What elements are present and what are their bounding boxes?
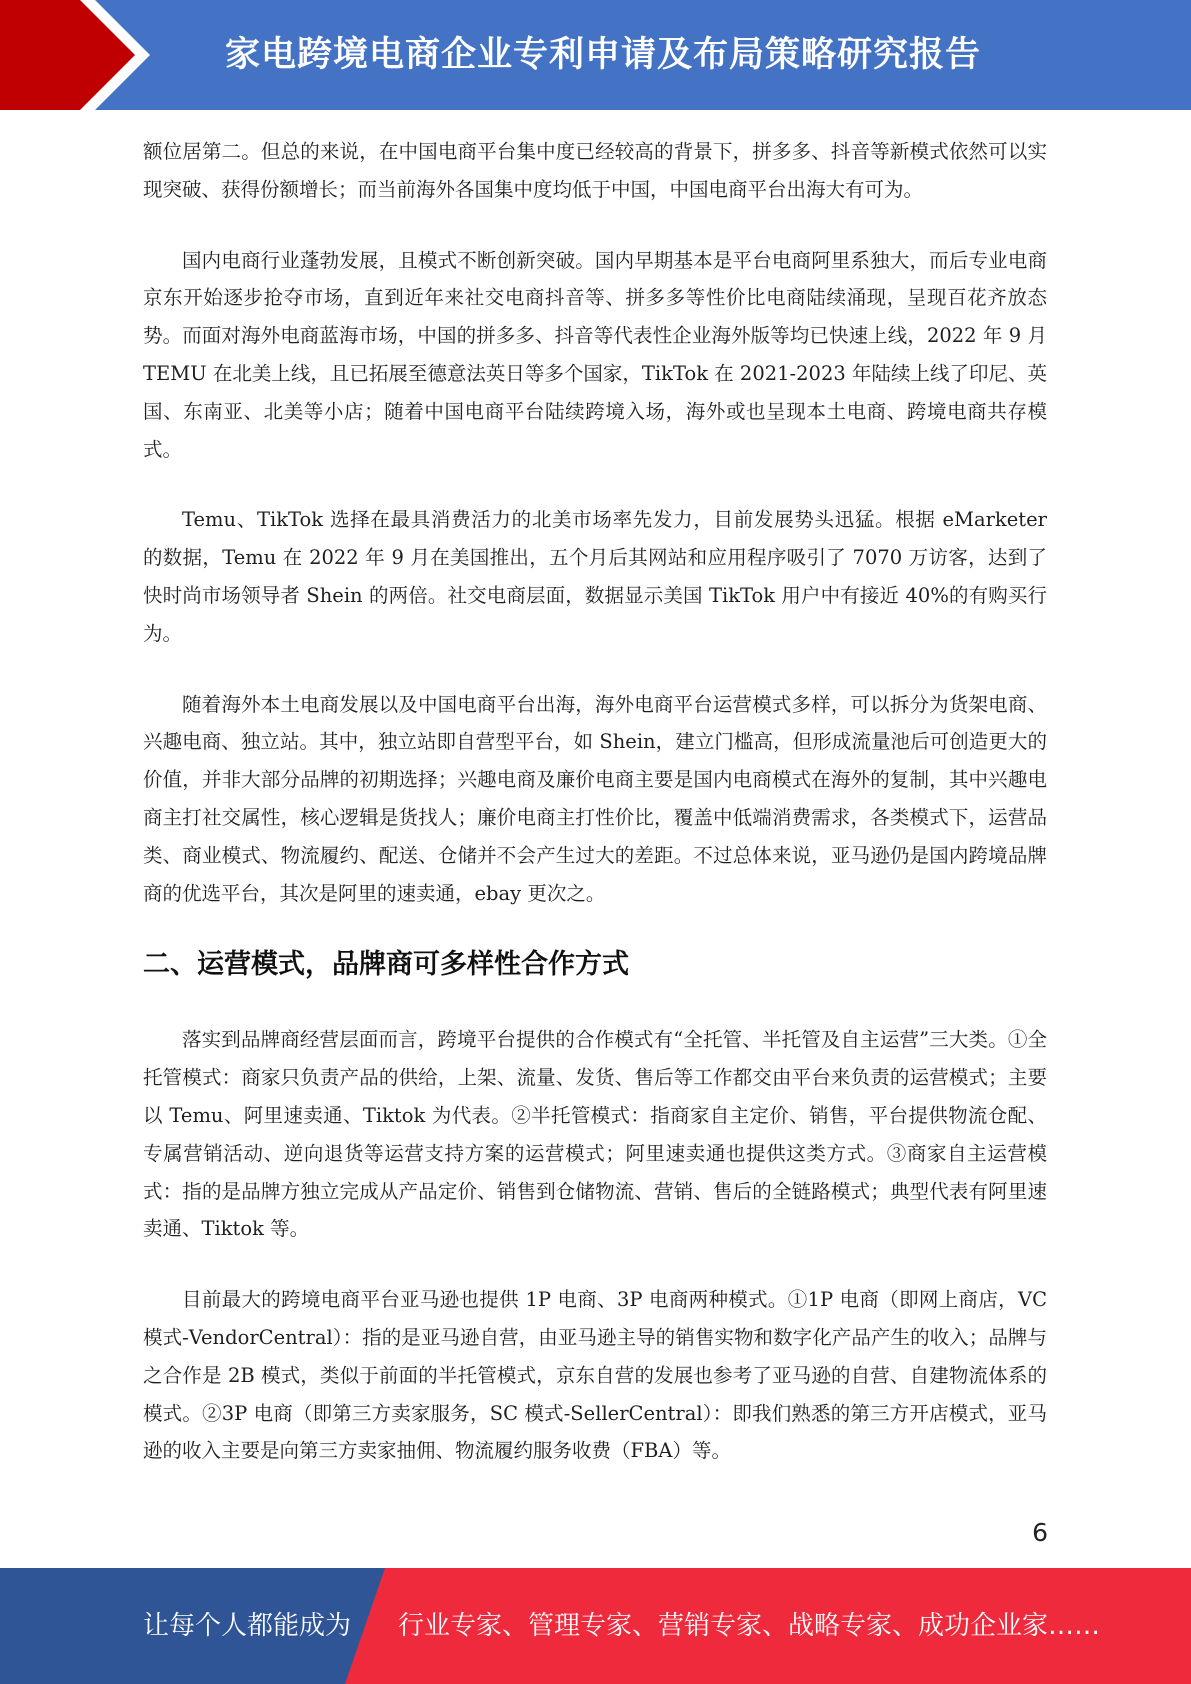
paragraph-2: 国内电商行业蓬勃发展，且模式不断创新突破。国内早期基本是平台电商阿里系独大，而后专业电商京东开始逐步抢夺市场，直到近年来社交电商抖音等、拼多多等性价比电商陆续涌现，呈现百花齐放态势。而面对海外电商蓝海市场，中国的拼多多、抖音等代表性企业海外版等均已快速上线，2022 年 9 月 TEMU 在北美上线，且已拓展至德意法英日等多个国家，TikTok 在 2021-2023 年陆续上线了印尼、英国、东南亚、北美等小店；随着中国电商平台陆续跨境入场，海外或也呈现本土电商、跨境电商共存模式。 [143,248,1047,461]
page-number: 6 [1032,1518,1048,1547]
header-banner [0,0,1191,110]
paragraph-1: 额位居第二。但总的来说，在中国电商平台集中度已经较高的背景下，拼多多、抖音等新模式依然可以实现突破、获得份额增长；而当前海外各国集中度均低于中国，中国电商平台出海大有可为。 [143,140,1047,201]
paragraph-6: 目前最大的跨境电商平台亚马逊也提供 1P 电商、3P 电商两种模式。①1P 电商（即网上商店，VC 模式-VendorCentral）：指的是亚马逊自营，由亚马逊主导的销售实物和数字化产品产生的收入；品牌与之合作是 2B 模式，类似于前面的半托管模式，京东自营的发展也参考了亚马逊的自营、自建物流体系的模式。②3P 电商（即第三方卖家服务，SC 模式-SellerCentral）：即我们熟悉的第三方开店模式，亚马逊的收入主要是向第三方卖家抽佣、物流履约服务收费（FBA）等。 [143,1288,1047,1463]
paragraph-3: Temu、TikTok 选择在最具消费活力的北美市场率先发力，目前发展势头迅猛。根据 eMarketer 的数据，Temu 在 2022 年 9 月在美国推出，五个月后其网站和应用程序吸引了 7070 万访客，达到了快时尚市场领导者 Shein 的两倍。社交电商层面，数据显示美国 TikTok 用户中有接近 40%的有购买行为。 [143,508,1047,645]
footer-slogan-left: 让每个人都能成为 [143,1611,352,1641]
paragraph-4: 随着海外本土电商发展以及中国电商平台出海，海外电商平台运营模式多样，可以拆分为货架电商、兴趣电商、独立站。其中，独立站即自营型平台，如 Shein，建立门槛高，但形成流量池后可创造更大的价值，并非大部分品牌的初期选择；兴趣电商及廉价电商主要是国内电商模式在海外的复制，其中兴趣电商主打社交属性，核心逻辑是货找人；廉价电商主打性价比，覆盖中低端消费需求，各类模式下，运营品类、商业模式、物流履约、配送、仓储并不会产生过大的差距。不过总体来说，亚马逊仍是国内跨境品牌商的优选平台，其次是阿里的速卖通，ebay 更次之。 [143,692,1047,905]
section-heading: 二、运营模式，品牌商可多样性合作方式 [143,949,629,981]
report-title: 家电跨境电商企业专利申请及布局策略研究报告 [225,35,982,75]
header-chevron-decoration [0,0,170,110]
paragraph-5: 落实到品牌商经营层面而言，跨境平台提供的合作模式有“全托管、半托管及自主运营”三大类。①全托管模式：商家只负责产品的供给，上架、流量、发货、售后等工作都交由平台来负责的运营模式；主要以 Temu、阿里速卖通、Tiktok 为代表。②半托管模式：指商家自主定价、销售，平台提供物流仓配、专属营销活动、逆向退货等运营支持方案的运营模式；阿里速卖通也提供这类方式。③商家自主运营模式：指的是品牌方独立完成从产品定价、销售到仓储物流、营销、售后的全链路模式；典型代表有阿里速卖通、Tiktok 等。 [143,1028,1047,1241]
page-content [143,133,1047,1503]
footer-banner [0,1568,1191,1684]
footer-slogan-right: 行业专家、管理专家、营销专家、战略专家、成功企业家…… [398,1611,1101,1641]
